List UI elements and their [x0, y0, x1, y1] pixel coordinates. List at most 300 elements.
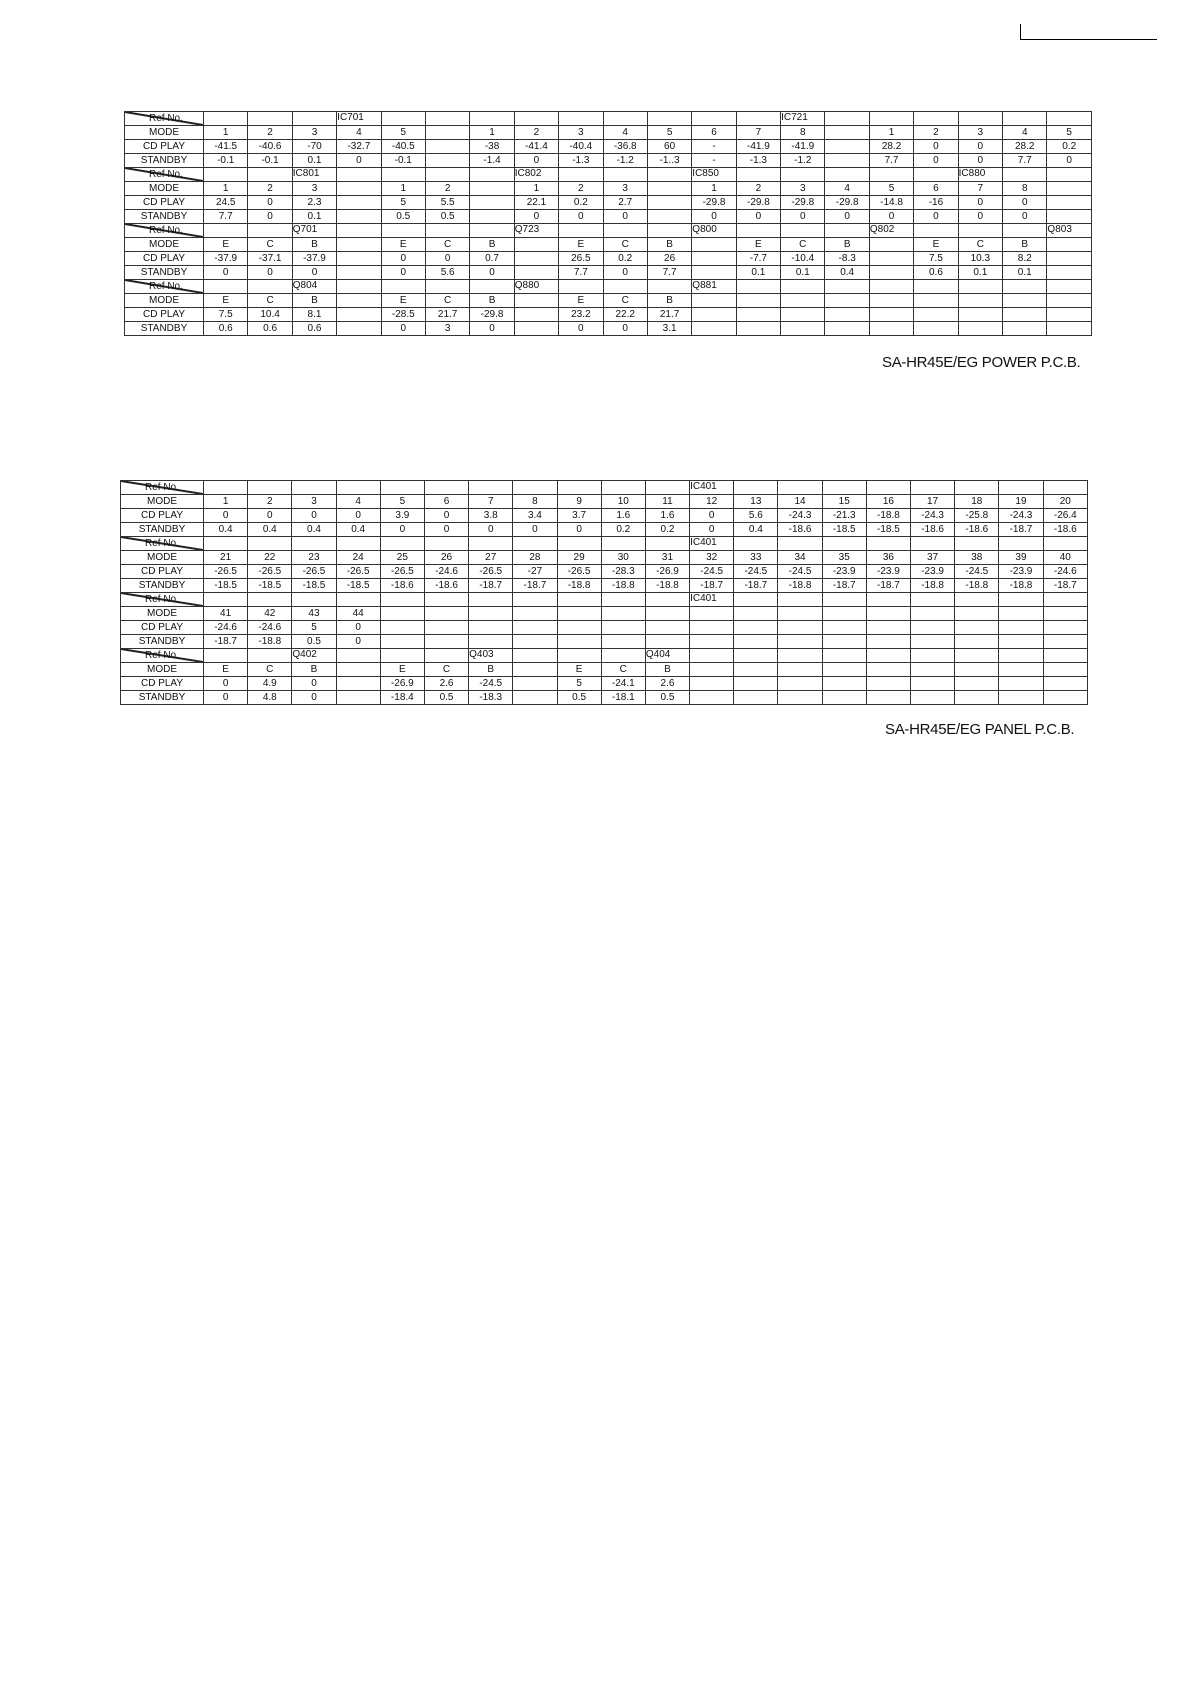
- voltage-cell: [866, 663, 910, 677]
- row-label: STANDBY: [121, 579, 204, 593]
- voltage-cell: B: [647, 238, 691, 252]
- voltage-cell: [513, 621, 557, 635]
- voltage-cell: 3: [781, 182, 825, 196]
- voltage-cell: -8.3: [825, 252, 869, 266]
- header-cell: [866, 481, 910, 495]
- voltage-cell: 0: [914, 154, 958, 168]
- header-cell: [781, 168, 825, 182]
- voltage-cell: -24.3: [999, 509, 1043, 523]
- row-label: CD PLAY: [121, 621, 204, 635]
- header-cell: [204, 481, 248, 495]
- voltage-cell: -18.8: [911, 579, 955, 593]
- voltage-cell: [425, 154, 469, 168]
- header-cell: [1003, 168, 1047, 182]
- voltage-cell: -26.9: [645, 565, 689, 579]
- header-cell: [336, 649, 380, 663]
- header-cell: [822, 649, 866, 663]
- ref-no-label: Ref No.: [145, 593, 179, 605]
- header-cell: [1047, 112, 1092, 126]
- header-cell: [690, 649, 734, 663]
- voltage-cell: 28: [513, 551, 557, 565]
- voltage-cell: [911, 635, 955, 649]
- voltage-cell: -18.7: [999, 523, 1043, 537]
- header-cell: [911, 481, 955, 495]
- voltage-cell: 0: [292, 691, 336, 705]
- voltage-cell: [778, 691, 822, 705]
- voltage-cell: 0: [869, 210, 913, 224]
- voltage-cell: [513, 663, 557, 677]
- voltage-cell: 0.1: [1003, 266, 1047, 280]
- voltage-cell: -18.6: [1043, 523, 1087, 537]
- voltage-cell: [781, 308, 825, 322]
- voltage-cell: [1043, 621, 1087, 635]
- voltage-cell: 0: [914, 140, 958, 154]
- voltage-cell: -18.7: [690, 579, 734, 593]
- voltage-cell: 32: [690, 551, 734, 565]
- voltage-cell: -40.5: [381, 140, 425, 154]
- header-cell: [647, 168, 691, 182]
- voltage-cell: -27: [513, 565, 557, 579]
- voltage-cell: 0: [424, 509, 468, 523]
- voltage-cell: 24.5: [204, 196, 248, 210]
- voltage-cell: [778, 621, 822, 635]
- voltage-cell: 21.7: [425, 308, 469, 322]
- voltage-cell: 2: [914, 126, 958, 140]
- header-cell: [337, 168, 381, 182]
- table-row: [121, 495, 1088, 509]
- component-ref-cell: [690, 537, 734, 551]
- voltage-cell: 3: [292, 182, 336, 196]
- header-cell: [736, 224, 780, 238]
- voltage-cell: 2: [248, 126, 292, 140]
- voltage-cell: 22: [248, 551, 292, 565]
- header-cell: [914, 168, 958, 182]
- header-cell: [380, 649, 424, 663]
- voltage-cell: [1043, 607, 1087, 621]
- row-label: STANDBY: [125, 266, 204, 280]
- voltage-cell: [380, 635, 424, 649]
- voltage-cell: [1043, 677, 1087, 691]
- header-cell: [380, 481, 424, 495]
- voltage-cell: 1: [204, 495, 248, 509]
- voltage-cell: [692, 308, 736, 322]
- component-ref-cell: [514, 168, 558, 182]
- voltage-cell: 0: [513, 523, 557, 537]
- voltage-cell: 7.7: [1003, 154, 1047, 168]
- voltage-cell: 1: [514, 182, 558, 196]
- component-ref-label: IC880: [958, 168, 986, 179]
- header-cell: [825, 224, 869, 238]
- voltage-cell: -26.5: [292, 565, 336, 579]
- ref-header-row: [121, 593, 1088, 607]
- header-cell: [248, 593, 292, 607]
- voltage-cell: [1003, 308, 1047, 322]
- voltage-cell: 0.1: [292, 210, 336, 224]
- voltage-cell: 4: [337, 126, 381, 140]
- component-ref-label: Q804: [292, 280, 318, 291]
- voltage-cell: 0: [603, 322, 647, 336]
- header-cell: [514, 112, 558, 126]
- voltage-cell: C: [248, 294, 292, 308]
- header-cell: [204, 649, 248, 663]
- voltage-cell: 0.4: [825, 266, 869, 280]
- voltage-cell: [647, 210, 691, 224]
- table-row: [125, 140, 1092, 154]
- voltage-cell: 7.5: [914, 252, 958, 266]
- voltage-cell: 0.6: [248, 322, 292, 336]
- voltage-cell: 17: [911, 495, 955, 509]
- voltage-cell: [1047, 308, 1092, 322]
- voltage-cell: 4: [825, 182, 869, 196]
- header-cell: [248, 481, 292, 495]
- component-ref-label: Q800: [692, 224, 717, 235]
- voltage-cell: [958, 308, 1002, 322]
- voltage-cell: [1003, 322, 1047, 336]
- voltage-cell: B: [292, 238, 336, 252]
- voltage-cell: 5: [381, 196, 425, 210]
- header-cell: [559, 112, 603, 126]
- voltage-cell: 0: [958, 210, 1002, 224]
- voltage-cell: [911, 621, 955, 635]
- header-cell: [557, 649, 601, 663]
- voltage-cell: 20: [1043, 495, 1087, 509]
- ref-header-row: [121, 537, 1088, 551]
- voltage-cell: 0.4: [336, 523, 380, 537]
- header-cell: [470, 112, 514, 126]
- voltage-cell: 12: [690, 495, 734, 509]
- row-label: MODE: [125, 182, 204, 196]
- voltage-cell: -1.4: [470, 154, 514, 168]
- voltage-cell: 5: [647, 126, 691, 140]
- table-row: [125, 252, 1092, 266]
- voltage-cell: [955, 621, 999, 635]
- voltage-cell: 10: [601, 495, 645, 509]
- voltage-cell: [514, 308, 558, 322]
- voltage-cell: 26: [424, 551, 468, 565]
- table-row: [121, 663, 1088, 677]
- voltage-cell: [690, 607, 734, 621]
- component-ref-cell: [781, 112, 825, 126]
- ref-no-label: Ref No.: [149, 280, 183, 292]
- header-cell: [204, 168, 248, 182]
- header-cell: [781, 224, 825, 238]
- table-row: [125, 154, 1092, 168]
- row-label: CD PLAY: [125, 140, 204, 154]
- voltage-cell: 0: [692, 210, 736, 224]
- table-row: [125, 210, 1092, 224]
- voltage-cell: 5: [381, 126, 425, 140]
- component-ref-cell: [645, 649, 689, 663]
- voltage-cell: 0: [736, 210, 780, 224]
- voltage-cell: 0: [248, 266, 292, 280]
- voltage-cell: -24.6: [1043, 565, 1087, 579]
- header-cell: [734, 649, 778, 663]
- voltage-cell: [337, 210, 381, 224]
- voltage-cell: 0.5: [292, 635, 336, 649]
- component-ref-cell: [469, 649, 513, 663]
- header-cell: [958, 280, 1002, 294]
- header-cell: [778, 537, 822, 551]
- voltage-cell: C: [603, 238, 647, 252]
- voltage-cell: 7.7: [204, 210, 248, 224]
- header-cell: [513, 649, 557, 663]
- voltage-cell: 0.5: [424, 691, 468, 705]
- voltage-cell: 3.4: [513, 509, 557, 523]
- header-cell: [955, 593, 999, 607]
- voltage-cell: 5: [869, 182, 913, 196]
- voltage-cell: 19: [999, 495, 1043, 509]
- voltage-cell: -7.7: [736, 252, 780, 266]
- voltage-cell: [425, 126, 469, 140]
- voltage-cell: E: [381, 294, 425, 308]
- voltage-cell: -24.6: [204, 621, 248, 635]
- voltage-cell: [1047, 266, 1092, 280]
- header-cell: [248, 649, 292, 663]
- voltage-cell: -14.8: [869, 196, 913, 210]
- header-cell: [204, 593, 248, 607]
- header-cell: [603, 280, 647, 294]
- voltage-cell: 4.9: [248, 677, 292, 691]
- voltage-cell: [557, 607, 601, 621]
- voltage-cell: 0.5: [425, 210, 469, 224]
- header-cell: [603, 224, 647, 238]
- voltage-cell: -18.6: [778, 523, 822, 537]
- voltage-cell: -1.3: [736, 154, 780, 168]
- voltage-cell: -18.7: [204, 635, 248, 649]
- header-cell: [424, 593, 468, 607]
- component-ref-cell: [958, 168, 1002, 182]
- voltage-cell: 7: [736, 126, 780, 140]
- voltage-cell: [690, 635, 734, 649]
- header-cell: [248, 112, 292, 126]
- voltage-cell: -18.6: [424, 579, 468, 593]
- voltage-cell: [999, 663, 1043, 677]
- voltage-cell: -24.5: [734, 565, 778, 579]
- voltage-cell: -23.9: [999, 565, 1043, 579]
- row-label: MODE: [121, 607, 204, 621]
- header-cell: [337, 224, 381, 238]
- voltage-cell: 0: [469, 523, 513, 537]
- table-row: [125, 182, 1092, 196]
- voltage-cell: -28.3: [601, 565, 645, 579]
- voltage-cell: [513, 677, 557, 691]
- voltage-cell: [337, 266, 381, 280]
- header-cell: [381, 280, 425, 294]
- voltage-cell: 0.2: [645, 523, 689, 537]
- voltage-cell: E: [204, 663, 248, 677]
- voltage-cell: -26.5: [336, 565, 380, 579]
- header-cell: [601, 481, 645, 495]
- voltage-cell: 31: [645, 551, 689, 565]
- header-cell: [647, 112, 691, 126]
- component-ref-cell: [690, 481, 734, 495]
- voltage-cell: [470, 182, 514, 196]
- voltage-cell: 26: [647, 252, 691, 266]
- voltage-cell: [469, 607, 513, 621]
- component-ref-label: IC801: [292, 168, 320, 179]
- component-ref-label: Q402: [292, 649, 317, 660]
- voltage-cell: 15: [822, 495, 866, 509]
- voltage-cell: 34: [778, 551, 822, 565]
- component-ref-label: Q803: [1047, 224, 1072, 235]
- voltage-cell: B: [647, 294, 691, 308]
- voltage-cell: -18.5: [248, 579, 292, 593]
- header-cell: [424, 481, 468, 495]
- voltage-cell: [337, 252, 381, 266]
- voltage-cell: -18.6: [955, 523, 999, 537]
- voltage-cell: [869, 252, 913, 266]
- voltage-cell: 37: [911, 551, 955, 565]
- header-cell: [1003, 112, 1047, 126]
- voltage-cell: [1047, 196, 1092, 210]
- header-cell: [469, 481, 513, 495]
- voltage-cell: [1043, 691, 1087, 705]
- voltage-cell: -36.8: [603, 140, 647, 154]
- header-cell: [958, 224, 1002, 238]
- voltage-cell: [734, 607, 778, 621]
- ref-header-row: [125, 280, 1092, 294]
- voltage-cell: 13: [734, 495, 778, 509]
- voltage-cell: -0.1: [381, 154, 425, 168]
- table-row: [125, 238, 1092, 252]
- header-cell: [1043, 481, 1087, 495]
- voltage-cell: [911, 691, 955, 705]
- header-cell: [736, 168, 780, 182]
- header-cell: [869, 280, 913, 294]
- header-cell: [292, 112, 336, 126]
- voltage-cell: -70: [292, 140, 336, 154]
- voltage-cell: -: [692, 140, 736, 154]
- voltage-cell: 3: [958, 126, 1002, 140]
- voltage-cell: 0.1: [781, 266, 825, 280]
- voltage-cell: 0: [1003, 210, 1047, 224]
- voltage-cell: 7: [469, 495, 513, 509]
- table-row: [125, 196, 1092, 210]
- voltage-cell: [734, 635, 778, 649]
- voltage-cell: -18.1: [601, 691, 645, 705]
- voltage-cell: 25: [380, 551, 424, 565]
- header-cell: [425, 168, 469, 182]
- voltage-cell: B: [470, 238, 514, 252]
- row-label: STANDBY: [125, 210, 204, 224]
- voltage-cell: -29.8: [692, 196, 736, 210]
- header-cell: [958, 112, 1002, 126]
- voltage-cell: E: [559, 294, 603, 308]
- voltage-cell: B: [825, 238, 869, 252]
- voltage-cell: [955, 607, 999, 621]
- voltage-cell: 3: [292, 495, 336, 509]
- voltage-cell: -41.9: [736, 140, 780, 154]
- table-row: [121, 565, 1088, 579]
- header-cell: [999, 649, 1043, 663]
- voltage-cell: [822, 607, 866, 621]
- header-cell: [1003, 224, 1047, 238]
- voltage-cell: [778, 663, 822, 677]
- component-ref-cell: [292, 280, 336, 294]
- voltage-cell: 0: [381, 322, 425, 336]
- voltage-cell: [1047, 322, 1092, 336]
- voltage-cell: 8.2: [1003, 252, 1047, 266]
- voltage-cell: B: [645, 663, 689, 677]
- voltage-cell: [336, 691, 380, 705]
- voltage-cell: 1: [381, 182, 425, 196]
- voltage-cell: C: [603, 294, 647, 308]
- panel-pcb-caption: SA-HR45E/EG PANEL P.C.B.: [885, 721, 1075, 738]
- table-row: [121, 607, 1088, 621]
- header-cell: [1043, 537, 1087, 551]
- voltage-cell: -37.9: [292, 252, 336, 266]
- header-cell: [601, 537, 645, 551]
- voltage-cell: [822, 621, 866, 635]
- header-cell: [425, 112, 469, 126]
- voltage-cell: 9: [557, 495, 601, 509]
- header-cell: [781, 280, 825, 294]
- voltage-cell: 1.6: [645, 509, 689, 523]
- voltage-cell: [690, 691, 734, 705]
- ref-no-label: Ref No.: [145, 481, 179, 493]
- voltage-cell: 1: [470, 126, 514, 140]
- component-ref-label: Q880: [514, 280, 540, 291]
- header-cell: [469, 537, 513, 551]
- voltage-cell: E: [557, 663, 601, 677]
- voltage-cell: -32.7: [337, 140, 381, 154]
- voltage-cell: [424, 621, 468, 635]
- voltage-cell: [692, 238, 736, 252]
- voltage-cell: 24: [336, 551, 380, 565]
- header-cell: [381, 112, 425, 126]
- voltage-cell: 28.2: [1003, 140, 1047, 154]
- voltage-cell: C: [424, 663, 468, 677]
- voltage-cell: 0: [958, 154, 1002, 168]
- voltage-cell: [692, 294, 736, 308]
- voltage-cell: B: [469, 663, 513, 677]
- voltage-cell: 21: [204, 551, 248, 565]
- voltage-cell: 0.6: [914, 266, 958, 280]
- voltage-cell: -18.5: [866, 523, 910, 537]
- header-cell: [336, 593, 380, 607]
- row-label: MODE: [121, 663, 204, 677]
- voltage-cell: [692, 322, 736, 336]
- header-cell: [204, 537, 248, 551]
- header-cell: [380, 537, 424, 551]
- voltage-cell: [866, 621, 910, 635]
- voltage-cell: -26.5: [380, 565, 424, 579]
- voltage-cell: -1.2: [781, 154, 825, 168]
- ref-no-cell: [125, 112, 204, 126]
- voltage-cell: [734, 621, 778, 635]
- voltage-cell: B: [1003, 238, 1047, 252]
- voltage-cell: 28.2: [869, 140, 913, 154]
- header-cell: [866, 537, 910, 551]
- voltage-cell: -26.5: [469, 565, 513, 579]
- voltage-cell: C: [958, 238, 1002, 252]
- header-cell: [424, 537, 468, 551]
- voltage-cell: [469, 635, 513, 649]
- voltage-cell: 6: [914, 182, 958, 196]
- row-label: CD PLAY: [121, 509, 204, 523]
- component-ref-cell: [292, 649, 336, 663]
- voltage-cell: 0: [380, 523, 424, 537]
- ref-no-label: Ref No.: [145, 537, 179, 549]
- header-cell: [825, 280, 869, 294]
- component-ref-label: Q701: [292, 224, 318, 235]
- header-cell: [914, 280, 958, 294]
- voltage-cell: -25.8: [955, 509, 999, 523]
- voltage-cell: [690, 621, 734, 635]
- voltage-cell: 0.2: [559, 196, 603, 210]
- voltage-cell: [336, 663, 380, 677]
- voltage-cell: 0.1: [958, 266, 1002, 280]
